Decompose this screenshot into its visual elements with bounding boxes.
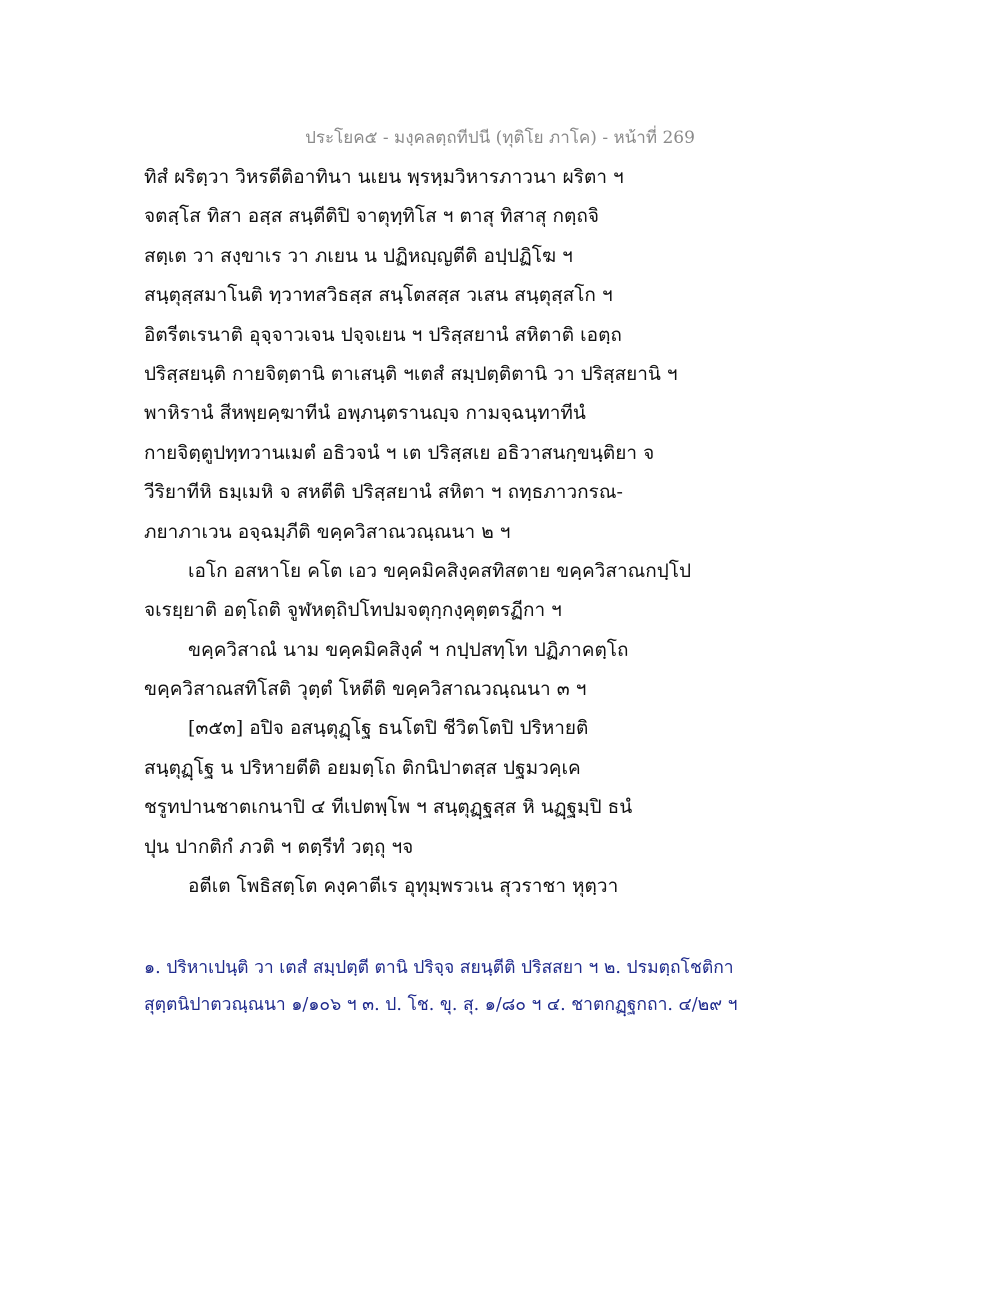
body-line: สนฺตุสฺสมาโนติ ทฺวาทสวิธสฺส สนฺโตสสฺส วเสน สนฺตุสฺสโก ฯ xyxy=(144,284,613,307)
body-line: อตีเต โพธิสตฺโต คงฺคาตีเร อุทุมฺพรวเน สุวราชา หุตฺวา xyxy=(188,875,619,898)
body-line: ปุน ปากติกํ ภวติ ฯ ตตฺรีทํ วตฺถุ ฯจ xyxy=(144,835,414,858)
body-line: ขคฺควิสาณํ นาม ขคฺคมิคสิงฺคํ ฯ กปฺปสทฺโท ปฏิภาคตฺโถ xyxy=(188,638,629,661)
body-line: ขคฺควิสาณสทิโสติ วุตฺตํ โหตีติ ขคฺควิสาณวณฺณนา ๓ ฯ xyxy=(144,678,587,701)
body-line: กายจิตฺตูปทฺทวานเมตํ อธิวจนํ ฯ เต ปริสฺสเย อธิวาสนกฺขนฺติยา จ xyxy=(144,441,655,464)
body-line: จเรยฺยาติ อตฺโถติ จูฬหตฺถิปโทปมจตุกฺกงฺคุตฺตรฏีกา ฯ xyxy=(144,599,562,622)
body-line: สตฺเต วา สงฺขาเร วา ภเยน น ปฏิหญฺญตีติ อปฺปฏิโฆ ฯ xyxy=(144,244,573,267)
body-line: อิตรีตเรนาติ อุจฺจาวเจน ปจฺจเยน ฯ ปริสฺสยานํ สหิตาติ เอตฺถ xyxy=(144,323,622,346)
body-line: ชรูทปานชาตเกนาปิ ๔ ทีเปตพฺโพ ฯ สนฺตุฏฺฐสฺส หิ นฏฺฐมฺปิ ธนํ xyxy=(144,796,633,819)
body-line: จตสฺโส ทิสา อสฺส สนฺตีติปิ จาตุทฺทิโส ฯ ตาสุ ทิสาสุ กตฺถจิ xyxy=(144,205,600,228)
body-line: เอโก อสหาโย คโต เอว ขคฺคมิคสิงฺคสทิสตาย ขคฺควิสาณกปฺโป xyxy=(188,559,692,582)
footnote-line: ๑. ปริหาเปนฺติ วา เตสํ สมฺปตฺตี ตานิ ปริจฺจ สยนฺตีติ ปริสสยา ฯ ๒. ปรมตฺถโชติกา xyxy=(144,958,734,978)
body-line: วีริยาทีหิ ธมฺเมหิ จ สหตีติ ปริสฺสยานํ สหิตา ฯ ถทฺธภาวกรณ- xyxy=(144,481,623,504)
footnotes xyxy=(144,950,744,1024)
page-header: ประโยค๕ - มงฺคลตฺถทีปนี (ทุติโย ภาโค) - หน้าที่ 269 xyxy=(305,128,695,148)
body-line: ทิสํ ผริตฺวา วิหรตีติอาทินา นเยน พฺรหฺมวิหารภาวนา ผริตา ฯ xyxy=(144,166,624,188)
body-line: [๓๕๓] อปิจ อสนฺตุฏฺโฐ ธนโตปิ ชีวิตโตปิ ปริหายติ xyxy=(188,717,589,740)
body-line: ภยาภาเวน อจฺฉมฺภีติ ขคฺควิสาณวณฺณนา ๒ ฯ xyxy=(144,520,511,543)
footnote-line: สุตฺตนิปาตวณฺณนา ๑/๑๐๖ ฯ ๓. ป. โช. ขุ. สุ. ๑/๘๐ ฯ ๔. ชาตกฏฺฐกถา. ๔/๒๙ ฯ xyxy=(144,995,738,1015)
body-line: ปริสฺสยนฺติ กายจิตฺตานิ ตาเสนฺติ ฯเตสํ สมฺปตฺติตานิ วา ปริสฺสยานิ ฯ xyxy=(144,362,678,385)
body-line: สนฺตุฏฺโฐ น ปริหายตีติ อยมตฺโถ ติกนิปาตสฺส ปฐมวคฺเค xyxy=(144,756,581,779)
body-text xyxy=(144,158,704,906)
body-line: พาหิรานํ สีหพฺยคฺฆาทีนํ อพฺภนฺตรานญฺจ กามจฺฉนฺทาทีนํ xyxy=(144,402,586,425)
